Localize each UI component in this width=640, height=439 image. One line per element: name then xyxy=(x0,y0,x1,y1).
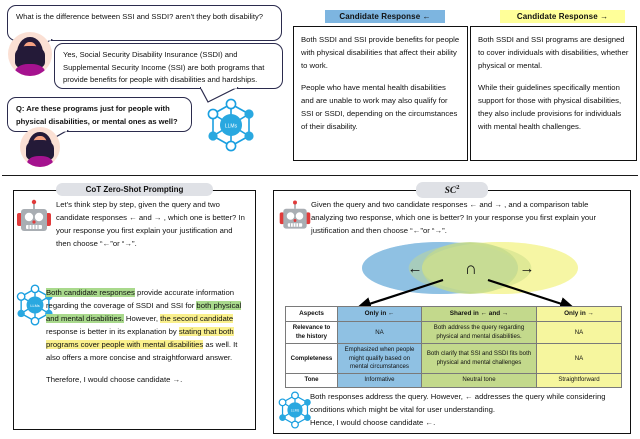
table-cell-only-right: Straightforward xyxy=(537,374,622,387)
assistant-answer-text: Yes, Social Security Disability Insurance (SSDI) and Supplemental Security Income (SSI) are both programs that provide benefits for people with disabilities and hardships. xyxy=(63,50,265,85)
comparison-table xyxy=(285,306,622,388)
candidate-right-box xyxy=(470,26,637,161)
sc-prompt-paragraph: Given the query and two candidate responses ← and → , and a comparison table analyzing two response, which one is better? In your response you first explain your justification and then choose “←”or “→”. xyxy=(311,200,597,235)
candidate-right-header xyxy=(500,10,625,23)
table-cell-only-left: NA xyxy=(338,322,422,344)
sc-panel-title xyxy=(416,182,488,198)
sc-prompt-text xyxy=(311,198,622,237)
candidate-left-header-text: Candidate Response ← xyxy=(339,12,431,21)
candidate-right-header-text: Candidate Response → xyxy=(516,12,609,21)
candidate-left-paragraph-2: People who have mental health disabilities and are unable to work may also qualify for SSI or SSDI, depending on the circumstances of their disability. xyxy=(301,83,458,131)
cot-answer-seg-1: provide accurate information regarding the coverage of SSDI and SSI for xyxy=(46,288,235,310)
cot-answer-seg-0: Both candidate responses xyxy=(46,288,135,297)
cot-answer-seg-3: However, xyxy=(123,314,161,323)
candidate-left-header xyxy=(325,10,445,23)
table-header-only-right: Only in → xyxy=(537,307,622,322)
robot-icon-sc xyxy=(277,198,313,234)
avatar-body xyxy=(27,156,53,167)
cot-prompt-text xyxy=(56,198,246,250)
sc-panel-title-text: SC xyxy=(444,186,457,197)
venn-left-label: ← xyxy=(407,260,423,277)
cot-panel-title xyxy=(56,183,213,196)
cot-answer-seg-7: as well. It also offers a more concise and straightforward answer. xyxy=(46,340,238,362)
llm-icon-label: LLMs xyxy=(290,408,300,413)
table-cell-only-right: NA xyxy=(537,344,622,374)
robot-icon-cot xyxy=(14,197,54,237)
user-avatar-top xyxy=(8,32,52,76)
cot-panel-title-text: CoT Zero-Shot Prompting xyxy=(85,185,184,194)
venn-intersection-label: ∩ xyxy=(464,259,478,278)
candidate-left-paragraph-1: Both SSDI and SSI provide benefits for people with physical disabilities that affect their ability to work. xyxy=(301,35,460,70)
llm-network-icon xyxy=(205,97,257,153)
table-header-only-left: Only in ← xyxy=(338,307,422,322)
cot-answer-paragraph xyxy=(46,286,246,364)
table-cell-shared: Both clarify that SSI and SSDI fits both physical and mental challenges xyxy=(422,344,537,374)
user-avatar-bottom xyxy=(20,127,60,167)
cot-answer-seg-6: stating that both programs cover people with mental disabilities xyxy=(46,327,234,349)
user-question-1-text: What is the difference between SSI and SSDI? aren't they both disability? xyxy=(16,12,263,21)
candidate-right-paragraph-2: While their guidelines specifically mention support for those with physical disabilities, they also include provisions for individuals with mental health challenges. xyxy=(478,83,622,131)
table-row xyxy=(286,322,622,344)
table-cell-aspect: Relevance to the history xyxy=(286,322,338,344)
cot-answer-text xyxy=(46,286,246,386)
table-cell-shared: Both address the query regarding physical and mental disabilities. xyxy=(422,322,537,344)
user-question-1-bubble xyxy=(7,5,282,41)
sc-conclusion-text xyxy=(310,390,622,429)
table-row xyxy=(286,374,622,387)
venn-right-label: → xyxy=(519,260,535,277)
table-cell-only-right: NA xyxy=(537,322,622,344)
table-cell-aspect: Completeness xyxy=(286,344,338,374)
avatar-body xyxy=(15,64,44,76)
cot-prompt-paragraph: Let's think step by step, given the query and two candidate responses ← and → , which one is better? In your response you first explain your justification and then choose “←”or “→”. xyxy=(56,200,245,248)
arrow-left xyxy=(360,280,443,307)
cot-answer-seg-5: response is better in its explanation by xyxy=(46,327,179,336)
sc-conclusion-line-1: Both responses address the query. However, ← addresses the query while considering conditions which might be vital for user understanding. xyxy=(310,392,606,414)
table-cell-shared: Neutral tone xyxy=(422,374,537,387)
table-header-shared: Shared in ← and → xyxy=(422,307,537,322)
cot-answer-seg-2: both physical and mental disabilities. xyxy=(46,301,242,323)
table-cell-only-left: Emphasized when people might qualify based on mental circumstances xyxy=(338,344,422,374)
llm-icon-label: LLMs xyxy=(224,123,238,130)
candidate-left-box xyxy=(293,26,468,161)
llm-network-icon-sc xyxy=(277,390,313,430)
cot-answer-seg-4: the second candidate xyxy=(160,314,234,323)
table-cell-only-left: Informative xyxy=(338,374,422,387)
llm-icon-label: LLMs xyxy=(30,303,40,308)
table-header-row xyxy=(286,307,622,322)
table-row xyxy=(286,344,622,374)
user-question-2-text: Q: Are these programs just for people with physical disabilities, or mental ones as well? xyxy=(16,104,178,126)
assistant-answer-bubble xyxy=(54,43,283,89)
section-divider xyxy=(2,175,638,176)
table-header-aspects: Aspects xyxy=(286,307,338,322)
cot-conclusion-text: Therefore, I would choose candidate →. xyxy=(46,375,183,384)
sc-panel-title-sup: 2 xyxy=(456,184,460,191)
candidate-right-paragraph-1: Both SSDI and SSI programs are designed to cover individuals with disabilities, whether physical or mental. xyxy=(478,35,629,70)
table-cell-aspect: Tone xyxy=(286,374,338,387)
sc-conclusion-line-2: Hence, I would choose candidate ←. xyxy=(310,418,436,427)
arrow-right xyxy=(488,280,571,307)
